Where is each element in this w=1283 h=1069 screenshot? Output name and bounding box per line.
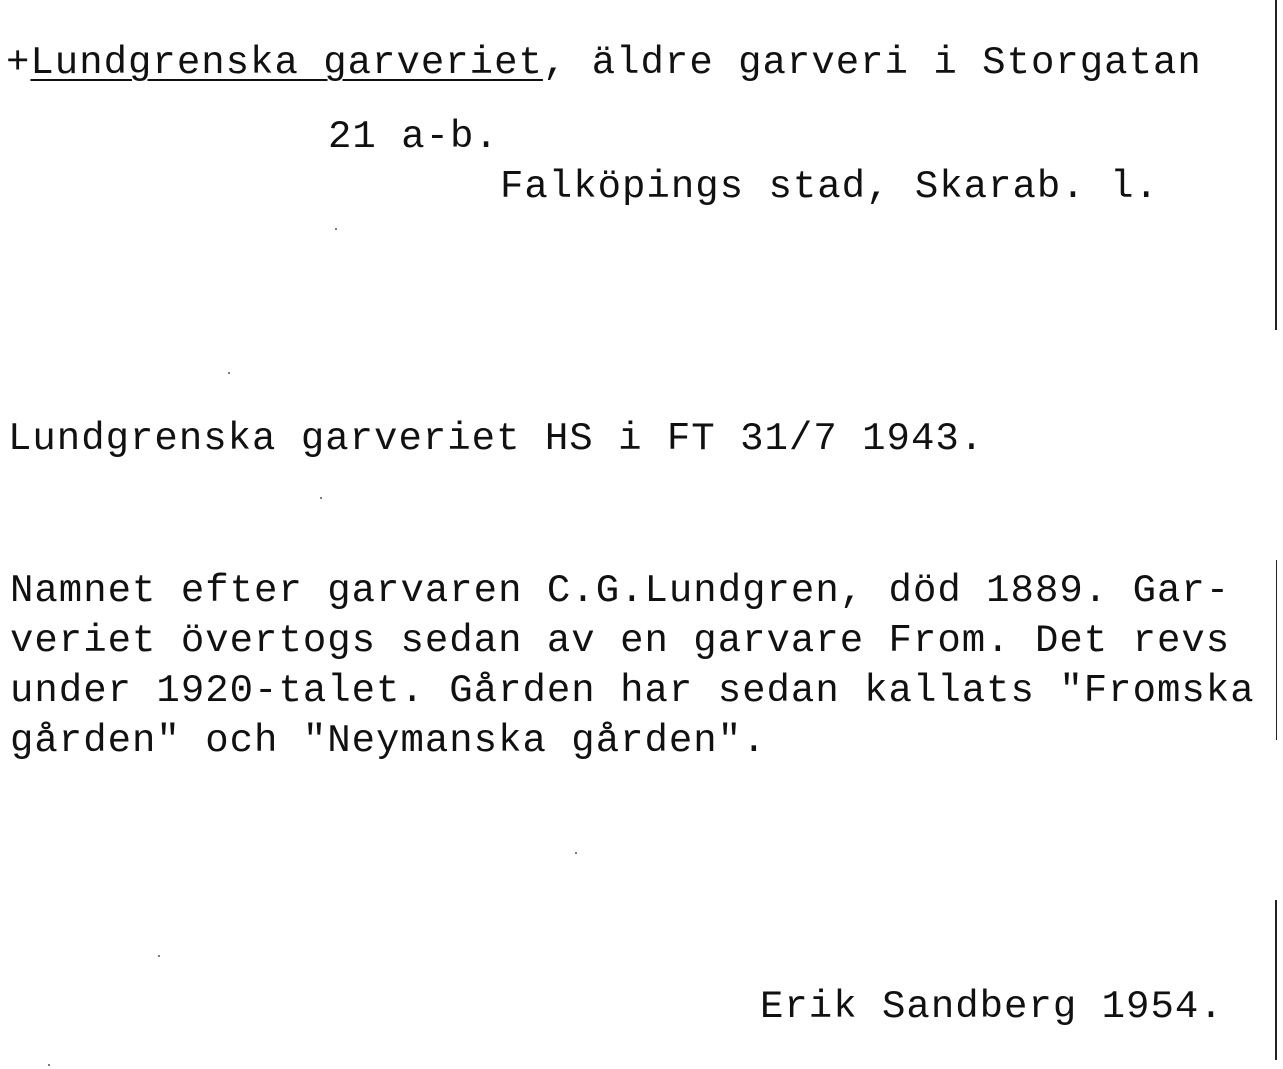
- card-edge-top: [1275, 0, 1277, 330]
- location-line: Falköpings stad, Skarab. l.: [500, 165, 1159, 209]
- source-line: Lundgrenska garveriet HS i FT 31/7 1943.: [8, 417, 985, 461]
- heading-marker: +: [6, 41, 31, 85]
- card-edge-middle: [1276, 560, 1277, 740]
- scan-speck: [320, 497, 322, 499]
- heading-rest: , äldre garveri i Storgatan: [542, 41, 1202, 85]
- body-line-4: gården" och "Neymanska gården".: [10, 719, 767, 763]
- scan-speck: [335, 228, 337, 230]
- body-line-2: veriet övertogs sedan av en garvare From. Det revs: [10, 619, 1231, 663]
- heading-line: [6, 41, 1202, 85]
- scan-speck: [158, 955, 160, 957]
- signature: Erik Sandberg 1954.: [760, 985, 1224, 1029]
- scan-speck: [575, 852, 577, 854]
- scan-speck: [228, 372, 230, 374]
- body-line-1: Namnet efter garvaren C.G.Lundgren, död 1889. Gar-: [10, 569, 1231, 613]
- heading-name: Lundgrenska garveriet: [30, 41, 543, 85]
- address-line: 21 a-b.: [328, 115, 499, 159]
- scan-speck: [48, 1064, 50, 1066]
- body-line-3: under 1920-talet. Gården har sedan kallats "Fromska: [10, 669, 1255, 713]
- card-edge-bottom: [1275, 900, 1277, 1060]
